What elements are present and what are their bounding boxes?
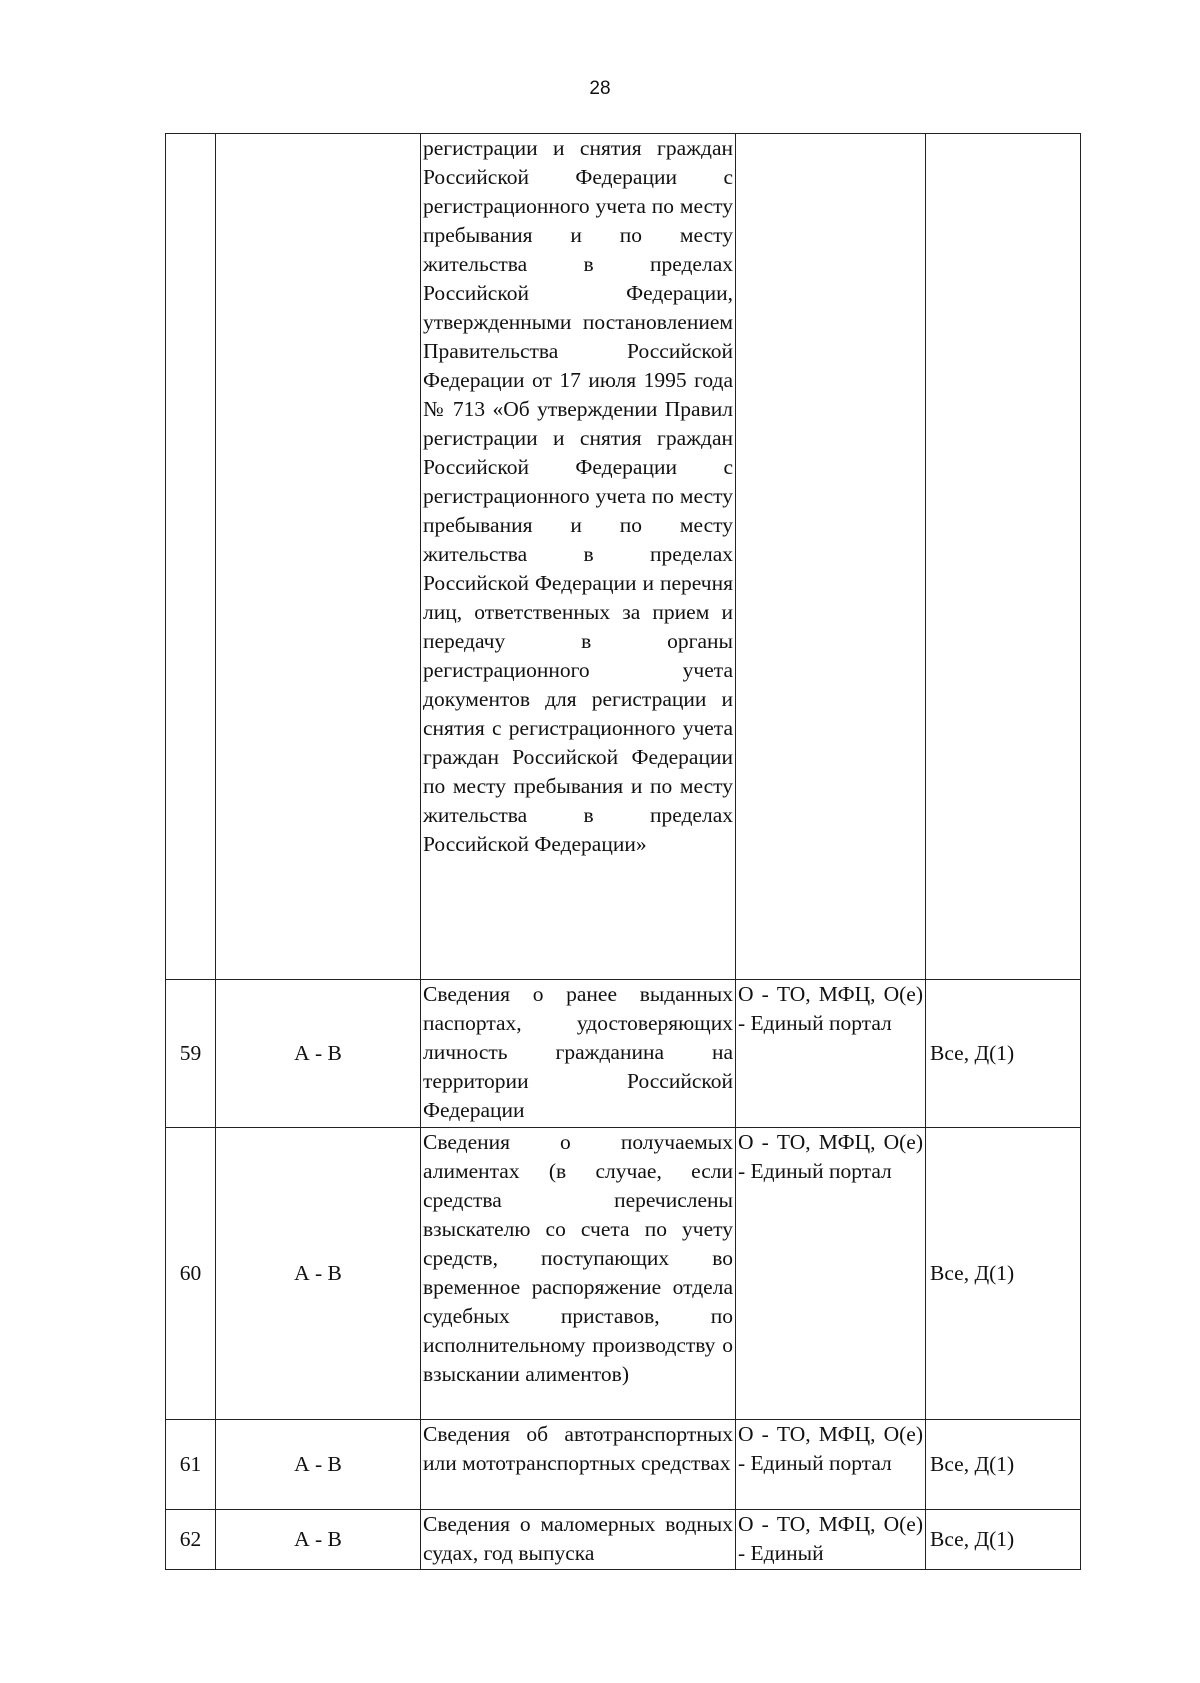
description-cell: регистрации и снятия граждан Российской Федерации с регистрационного учета по месту пребывания и по месту жительства в пределах Российской Федерации, утвержденными постановлением Правительства Российской Федерации от 17 июля 1995 года № 713 «Об утверждении Правил регистрации и снятия граждан Российской Федерации с регистрационного учета по месту пребывания и по месту жительства в пределах Российской Федерации и перечня лиц, ответственных за прием и передачу в органы регистрационного учета документов для регистрации и снятия с регистрационного учета граждан Российской Федерации по месту пребывания и по месту жительства в пределах Российской Федерации» — [421, 134, 736, 980]
category-cell: А - В — [216, 1128, 421, 1420]
description-cell: Сведения о маломерных водных судах, год выпуска — [421, 1510, 736, 1570]
table-row — [166, 1420, 1081, 1510]
category-cell: А - В — [216, 1420, 421, 1510]
access-cell: Все, Д(1) — [926, 1128, 1081, 1420]
table-row — [166, 1128, 1081, 1420]
source-cell — [736, 134, 926, 980]
row-number-cell: 61 — [166, 1420, 216, 1510]
access-cell: Все, Д(1) — [926, 980, 1081, 1128]
source-cell: О - ТО, МФЦ, О(е) - Единый — [736, 1510, 926, 1570]
row-number-cell — [166, 134, 216, 980]
description-cell: Сведения о ранее выданных паспортах, удостоверяющих личность гражданина на территории Российской Федерации — [421, 980, 736, 1128]
row-number-cell: 62 — [166, 1510, 216, 1570]
table-row — [166, 980, 1081, 1128]
source-cell: О - ТО, МФЦ, О(е) - Единый портал — [736, 1420, 926, 1510]
access-cell: Все, Д(1) — [926, 1510, 1081, 1570]
category-cell — [216, 134, 421, 980]
description-cell: Сведения о получаемых алиментах (в случае, если средства перечислены взыскателю со счета по учету средств, поступающих во временное распоряжение отдела судебных приставов, по исполнительному производству о взыскании алиментов) — [421, 1128, 736, 1420]
table-row — [166, 134, 1081, 980]
page-number: 28 — [589, 78, 611, 99]
category-cell: А - В — [216, 980, 421, 1128]
row-number-cell: 60 — [166, 1128, 216, 1420]
category-cell: А - В — [216, 1510, 421, 1570]
document-table — [165, 133, 1081, 1570]
table-row — [166, 1510, 1081, 1570]
access-cell — [926, 134, 1081, 980]
description-cell: Сведения об автотранспортных или мототранспортных средствах — [421, 1420, 736, 1510]
source-cell: О - ТО, МФЦ, О(е) - Единый портал — [736, 1128, 926, 1420]
row-number-cell: 59 — [166, 980, 216, 1128]
source-cell: О - ТО, МФЦ, О(е) - Единый портал — [736, 980, 926, 1128]
access-cell: Все, Д(1) — [926, 1420, 1081, 1510]
